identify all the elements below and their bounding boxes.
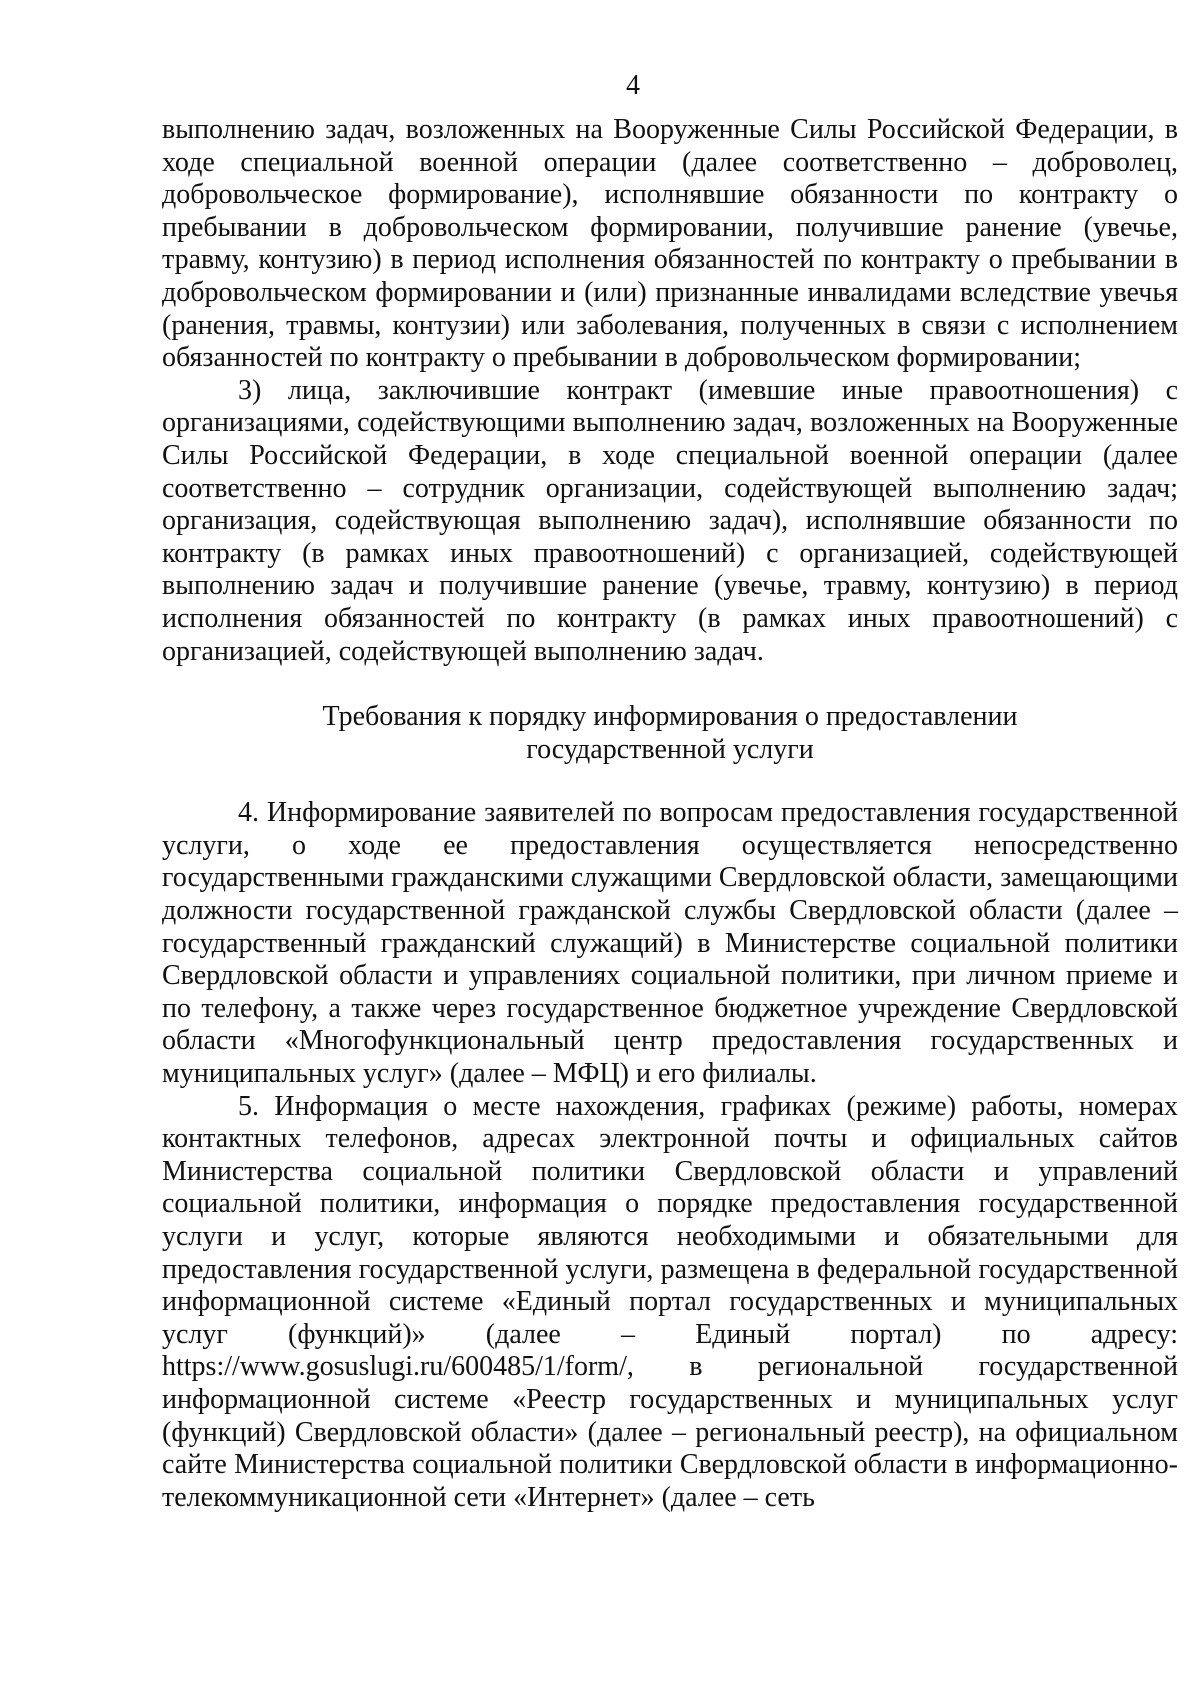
section-heading-line-2: государственной услуги: [526, 733, 814, 765]
section-heading-line-1: Требования к порядку информирования о предоставлении: [322, 701, 1018, 733]
page-number: 4: [626, 70, 640, 101]
paragraph-item-3: 3) лица, заключившие контракт (имевшие иные правоотношения) с организациями, содействующими выполнению задач, возложенных на Вооруженные Силы Российской Федерации, в ходе специальной военной операции (далее соответственно – сотрудник организации, содействующей выполнению задач; организация, содействующая выполнению задач), исполнявшие обязанности по контракту (в рамках иных правоотношений) с организацией, содействующей выполнению задач и получившие ранение (увечье, травму, контузию) в период исполнения обязанностей по контракту (в рамках иных правоотношений) с организацией, содействующей выполнению задач.: [162, 374, 1178, 667]
paragraph-item-5: 5. Информация о месте нахождения, графиках (режиме) работы, номерах контактных телефонов, адресах электронной почты и официальных сайтов Министерства социальной политики Свердловской области и управлений социальной политики, информация о порядке предоставления государственной услуги и услуг, которые являются необходимыми и обязательными для предоставления государственной услуги, размещена в федеральной государственной информационной системе «Единый портал государственных и муниципальных услуг (функций)» (далее – Единый портал) по адресу: https://www.gosuslugi.ru/600485/1/form/, в региональной государственной информационной системе «Реестр государственных и муниципальных услуг (функций) Свердловской области» (далее – региональный реестр), на официальном сайте Министерства социальной политики Свердловской области в информационно-телекоммуникационной сети «Интернет» (далее – сеть: [162, 1090, 1178, 1513]
paragraph-item-4: 4. Информирование заявителей по вопросам предоставления государственной услуги, о ходе ее предоставления осуществляется непосредственно государственными гражданскими служащими Свердловской области, замещающими должности государственной гражданской службы Свердловской области (далее – государственный гражданский служащий) в Министерстве социальной политики Свердловской области и управлениях социальной политики, при личном приеме и по телефону, а также через государственное бюджетное учреждение Свердловской области «Многофункциональный центр предоставления государственных и муниципальных услуг» (далее – МФЦ) и его филиалы.: [162, 797, 1178, 1090]
paragraph-continuation: выполнению задач, возложенных на Вооруженные Силы Российской Федерации, в ходе специальной военной операции (далее соответственно – доброволец, добровольческое формирование), исполнявшие обязанности по контракту о пребывании в добровольческом формировании, получившие ранение (увечье, травму, контузию) в период исполнения обязанностей по контракту о пребывании в добровольческом формировании и (или) признанные инвалидами вследствие увечья (ранения, травмы, контузии) или заболевания, полученных в связи с исполнением обязанностей по контракту о пребывании в добровольческом формировании;: [162, 114, 1178, 374]
document-body: [162, 114, 1178, 1514]
section-heading: [162, 701, 1178, 766]
